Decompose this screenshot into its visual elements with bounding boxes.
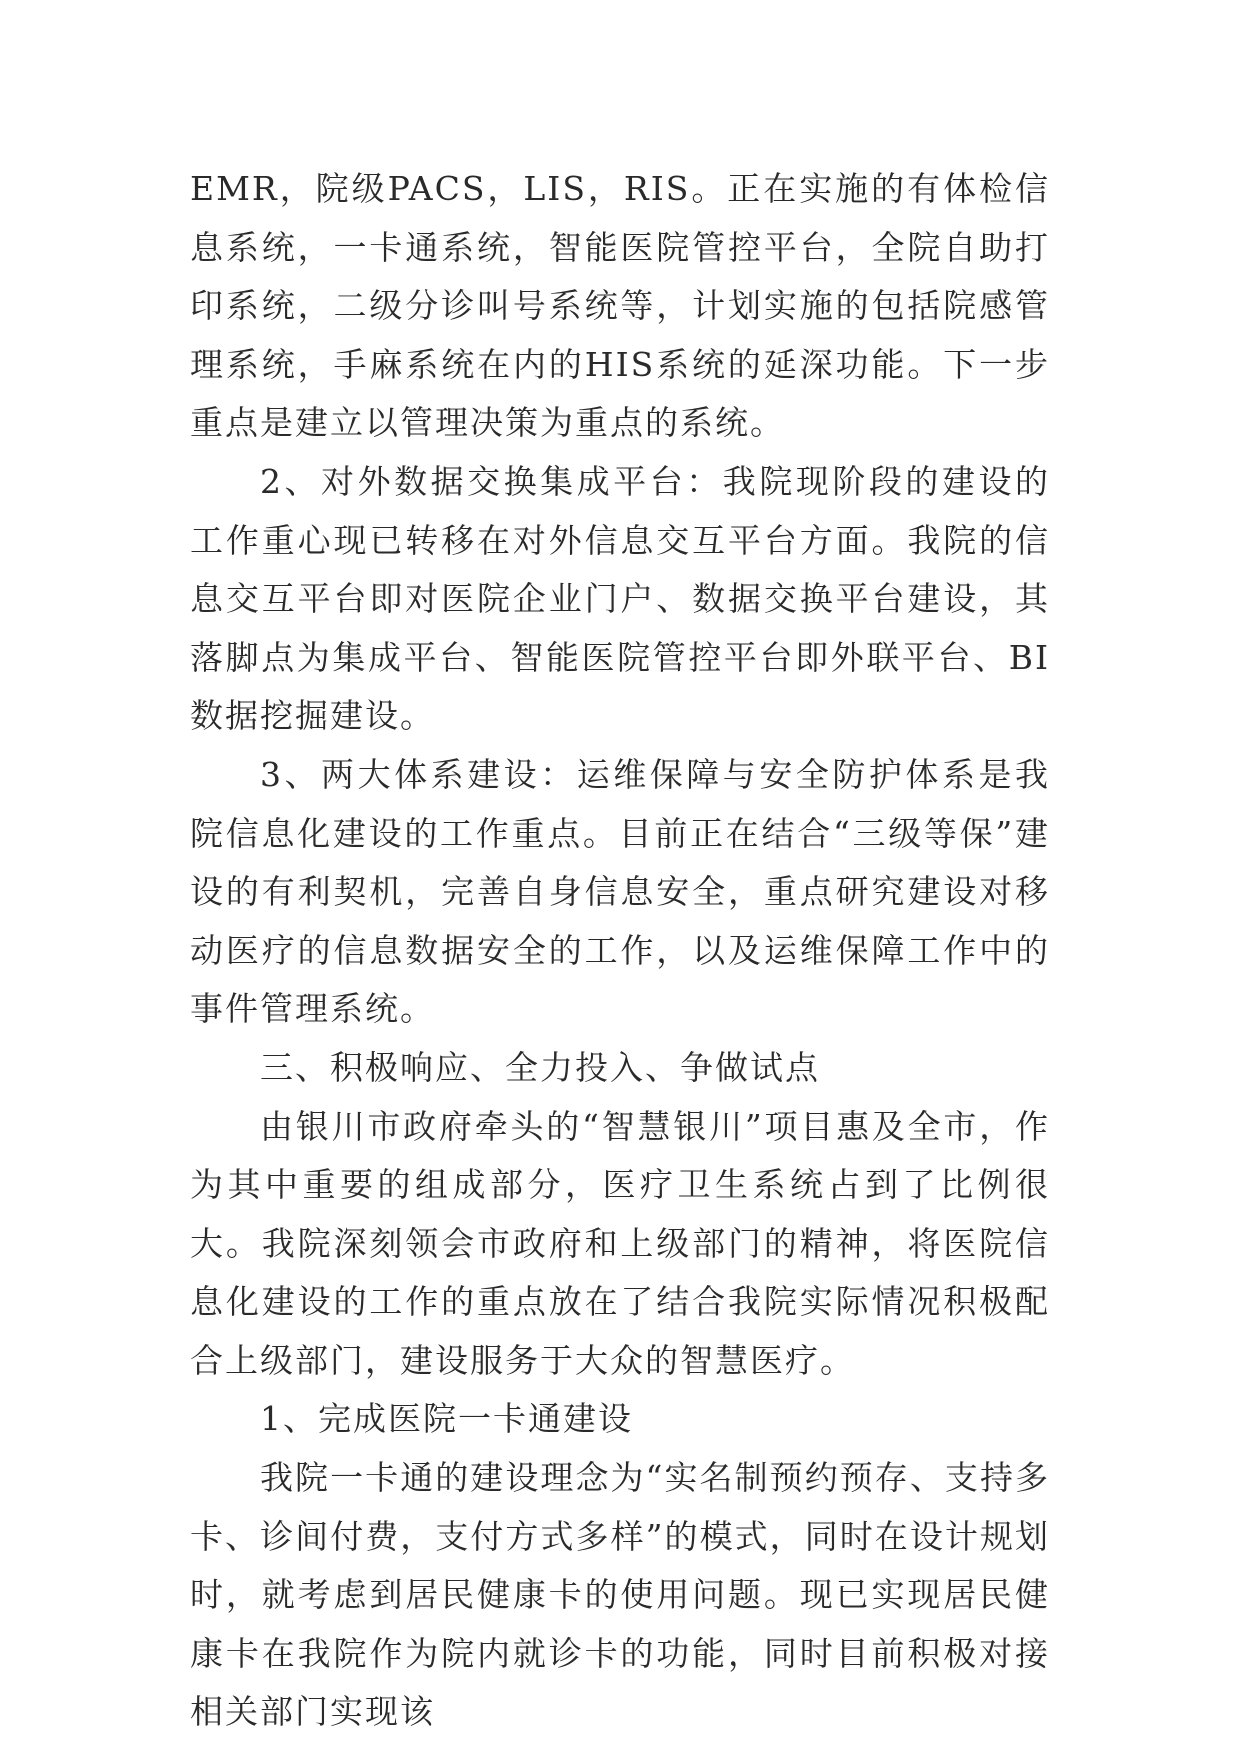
paragraph-two-systems: 3、两大体系建设：运维保障与安全防护体系是我院信息化建设的工作重点。目前正在结合“三级等保”建设的有利契机，完善自身信息安全，重点研究建设对移动医疗的信息数据安全的工作，以及运维保障工作中的事件管理系统。 <box>190 754 1050 1029</box>
subsection-heading-one-card: 1、完成医院一卡通建设 <box>260 1399 633 1439</box>
document-body <box>190 160 1050 1742</box>
paragraph-data-exchange-platform: 2、对外数据交换集成平台：我院现阶段的建设的工作重心现已转移在对外信息交互平台方面。我院的信息交互平台即对医院企业门户、数据交换平台建设，其落脚点为集成平台、智能医院管控平台即外联平台、BI数据挖掘建设。 <box>190 461 1050 736</box>
paragraph-one-card-system: 我院一卡通的建设理念为“实名制预约预存、支持多卡、诊间付费，支付方式多样”的模式，同时在设计规划时，就考虑到居民健康卡的使用问题。现已实现居民健康卡在我院作为院内就诊卡的功能，同时目前积极对接相关部门实现该 <box>190 1458 1050 1732</box>
paragraph-smart-yinchuan: 由银川市政府牵头的“智慧银川”项目惠及全市，作为其中重要的组成部分，医疗卫生系统占到了比例很大。我院深刻领会市政府和上级部门的精神，将医院信息化建设的工作的重点放在了结合我院实际情况积极配合上级部门，建设服务于大众的智慧医疗。 <box>190 1106 1050 1380</box>
paragraph-his-systems: EMR，院级PACS，LIS，RIS。正在实施的有体检信息系统，一卡通系统，智能医院管控平台，全院自助打印系统，二级分诊叫号系统等，计划实施的包括院感管理系统，手麻系统在内的HIS系统的延深功能。下一步重点是建立以管理决策为重点的系统。 <box>190 169 1050 443</box>
section-heading-pilot: 三、积极响应、全力投入、争做试点 <box>260 1047 820 1087</box>
